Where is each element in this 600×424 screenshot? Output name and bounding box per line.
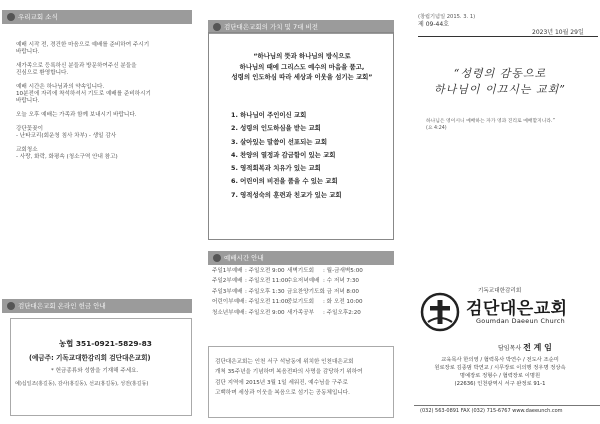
motto-line: “성령의 감동으로 bbox=[453, 67, 547, 80]
news-line: 진심으로 환영합니다. bbox=[16, 70, 69, 76]
issue-date: 2023년 10월 29일 bbox=[532, 29, 584, 36]
news-line: - 난타코리(회운청 침사 차부) - 생일 감사 bbox=[16, 133, 117, 139]
schedule-cell: : 수 저녁 7:30 bbox=[323, 278, 359, 285]
verse-reference: (요 4:24) bbox=[426, 126, 447, 131]
staff-line: 명예장로 정형수 / 협력장로 이명원 bbox=[459, 373, 541, 380]
schedule-cell: 주일1부예배 bbox=[212, 268, 243, 274]
news-item bbox=[10, 84, 192, 105]
staff-line: 원로장로 김종범 박연교 / 시무장로 이의행 정우명 정상속 bbox=[434, 365, 566, 372]
offering-header-label: 검단대은교회 온라인 헌금 안내 bbox=[18, 302, 106, 310]
news-line: 바랍니다. bbox=[16, 98, 40, 104]
vision-statement bbox=[209, 51, 395, 83]
news-item bbox=[10, 112, 192, 119]
bible-verse bbox=[426, 118, 555, 132]
pastor-name: 전 계 임 bbox=[523, 343, 552, 352]
contact-divider bbox=[414, 405, 600, 406]
cover-panel bbox=[400, 0, 600, 424]
vision-statement-line: 하나님의 때에 그리스도 예수의 마음을 품고, bbox=[239, 62, 365, 71]
church-intro-box bbox=[208, 346, 394, 418]
news-line: 바랍니다. bbox=[16, 49, 40, 55]
vision-statement-line: 성령의 인도하심 따라 세상과 이웃을 섬기는 교회” bbox=[231, 73, 373, 81]
news-item bbox=[10, 147, 192, 161]
vision-item: 5. 영적회복과 치유가 있는 교회 bbox=[231, 164, 321, 173]
schedule-cell: 주일3부예배 bbox=[212, 288, 243, 295]
news-item bbox=[10, 42, 192, 56]
schedule-cell: : 주일오전 9:00 bbox=[245, 268, 285, 274]
news-header bbox=[2, 10, 192, 24]
news-line: 강단꽃꽂이 bbox=[16, 126, 44, 132]
pastor-label: 담임목사 bbox=[498, 345, 522, 352]
vision-panel bbox=[200, 0, 400, 424]
contact-info: (032) 563-0891 FAX (032) 715-6767 www.daeeunch.com bbox=[420, 408, 563, 414]
worship-schedule bbox=[212, 266, 363, 318]
schedule-row bbox=[212, 287, 363, 297]
schedule-cell: 수요저녁예배 bbox=[287, 278, 320, 285]
verse-text: 하나님은 영이시니 예배하는 자가 영과 진리로 예배할지니라.” bbox=[426, 119, 556, 124]
church-address: (22636) 인천광역시 서구 완정로 91-1 bbox=[454, 381, 546, 388]
schedule-cell: 중보기도회 bbox=[287, 299, 315, 306]
schedule-cell: 어린이부예배 bbox=[212, 299, 245, 306]
vision-statement-line: “하나님의 뜻과 하나님의 방식으로 bbox=[253, 52, 351, 60]
vision-item: 3. 살아있는 말씀이 선포되는 교회 bbox=[231, 137, 328, 146]
offering-box bbox=[10, 318, 192, 416]
vision-item: 4. 찬양의 열정과 감금함이 있는 교회 bbox=[231, 150, 336, 159]
schedule-row bbox=[212, 297, 363, 307]
vision-header-label: 검단대은교회의 가치 및 7대 비전 bbox=[224, 23, 319, 31]
schedule-row bbox=[212, 276, 363, 286]
news-panel bbox=[0, 0, 200, 424]
founding-date-label: (창립기념일 2015. 3. 1) bbox=[418, 14, 476, 20]
offering-note: * 헌금종류와 성함을 기재해 주세요. bbox=[51, 368, 139, 374]
schedule-cell: : 주일오후2:20 bbox=[323, 309, 361, 316]
schedule-cell: : 화 오전 10:00 bbox=[323, 299, 363, 306]
header-bullet-icon bbox=[7, 302, 15, 310]
vision-item: 6. 어린이의 비전을 품을 수 있는 교회 bbox=[231, 177, 338, 186]
news-line: - 사랑, 화락, 화평속 (청소구역 안내 참고) bbox=[16, 154, 118, 160]
denomination: 기독교대한감리회 bbox=[478, 288, 522, 294]
schedule-cell: : 금 저녁 8:00 bbox=[323, 288, 359, 295]
intro-line: 고백하며 세상과 이웃을 복음으로 섬기는 공동체입니다. bbox=[215, 389, 350, 396]
issue-number: 제 09-44호 bbox=[418, 21, 449, 28]
issue-info bbox=[418, 14, 475, 28]
schedule-header-label: 예배시간 안내 bbox=[224, 254, 264, 262]
news-line: 새가족으로 등록하신 분들과 방문하여주신 분들을 bbox=[16, 63, 137, 69]
intro-line: 검단 지역에 2015년 3월 1일 세워진, 예수님을 구주로 bbox=[215, 379, 348, 386]
offering-examples: 예)십일조(홍길동), 감사(홍길동), 선교(홍길동), 성전(홍길동) bbox=[15, 381, 149, 387]
header-bullet-icon bbox=[7, 13, 15, 21]
news-line: 오늘 오후 예배는 가족과 함께 보내시기 바랍니다. bbox=[16, 112, 137, 118]
account-holder: (예금주: 기독교대한감리회 검단대은교회) bbox=[29, 354, 151, 362]
news-item bbox=[10, 126, 192, 140]
vision-item: 1. 하나님이 주인이신 교회 bbox=[231, 111, 307, 119]
offering-header bbox=[2, 299, 192, 313]
news-item bbox=[10, 63, 192, 77]
schedule-cell: 금요찬양기도회 bbox=[287, 288, 325, 295]
news-line: 10분전에 자리에 착석하셔서 기도로 예배를 준비하시기 bbox=[16, 91, 151, 97]
motto-line: 하나님이 이끄시는 교회” bbox=[434, 83, 566, 96]
news-line: 예배 시작 전, 경건한 마음으로 예배를 준비하여 주시기 bbox=[16, 42, 150, 48]
schedule-cell: : 주일오전 11:00 bbox=[245, 278, 289, 285]
news-line: 교회청소 bbox=[16, 147, 38, 153]
intro-line: 검단대은교회는 인천 서구 석남동에 위치한 인천대은교회 bbox=[215, 359, 354, 365]
schedule-cell: 청소년부예배 bbox=[212, 309, 245, 316]
schedule-cell: 새벽기도회 bbox=[287, 268, 315, 274]
schedule-cell: : 주일오후 1:30 bbox=[245, 288, 285, 295]
calligraphy-motto bbox=[400, 66, 600, 98]
schedule-row bbox=[212, 308, 363, 318]
header-bullet-icon bbox=[213, 23, 221, 31]
news-line: 예배 시간은 하나님과의 약속입니다. bbox=[16, 84, 105, 90]
staff-line: 교육목사 한의영 / 협력목사 박연수 / 전도사 조순미 bbox=[441, 357, 559, 363]
schedule-row bbox=[212, 266, 363, 276]
vision-item: 7. 영적성숙의 훈련과 친교가 있는 교회 bbox=[231, 190, 342, 199]
news-list bbox=[10, 42, 192, 168]
news-header-label: 우리교회 소식 bbox=[18, 13, 58, 21]
schedule-header bbox=[208, 251, 394, 265]
bank-account: 농협 351-0921-5829-83 bbox=[59, 339, 152, 348]
vision-box bbox=[208, 32, 394, 240]
schedule-cell: : 주일오전 11:00 bbox=[245, 299, 289, 306]
church-emblem-icon bbox=[420, 292, 460, 332]
schedule-cell: : 월-금새벽5:00 bbox=[323, 268, 363, 274]
title-divider bbox=[418, 36, 598, 37]
header-bullet-icon bbox=[213, 254, 221, 262]
intro-line: 개척 35주년을 기념하며 복음전파의 사명을 감당하기 위하여 bbox=[215, 369, 363, 376]
schedule-cell: 새가족공부 bbox=[287, 309, 315, 316]
senior-pastor bbox=[498, 342, 552, 353]
church-name-english: Goumdan Daeeun Church bbox=[476, 317, 565, 325]
schedule-cell: : 주일오전 9:00 bbox=[245, 309, 285, 316]
staff-list bbox=[400, 356, 600, 388]
church-name: 검단대은교회 bbox=[466, 299, 568, 319]
schedule-cell: 주일2부예배 bbox=[212, 278, 243, 285]
church-logo-block bbox=[420, 286, 596, 346]
vision-list bbox=[231, 109, 342, 202]
vision-item: 2. 성령의 인도하심을 받는 교회 bbox=[231, 124, 321, 133]
